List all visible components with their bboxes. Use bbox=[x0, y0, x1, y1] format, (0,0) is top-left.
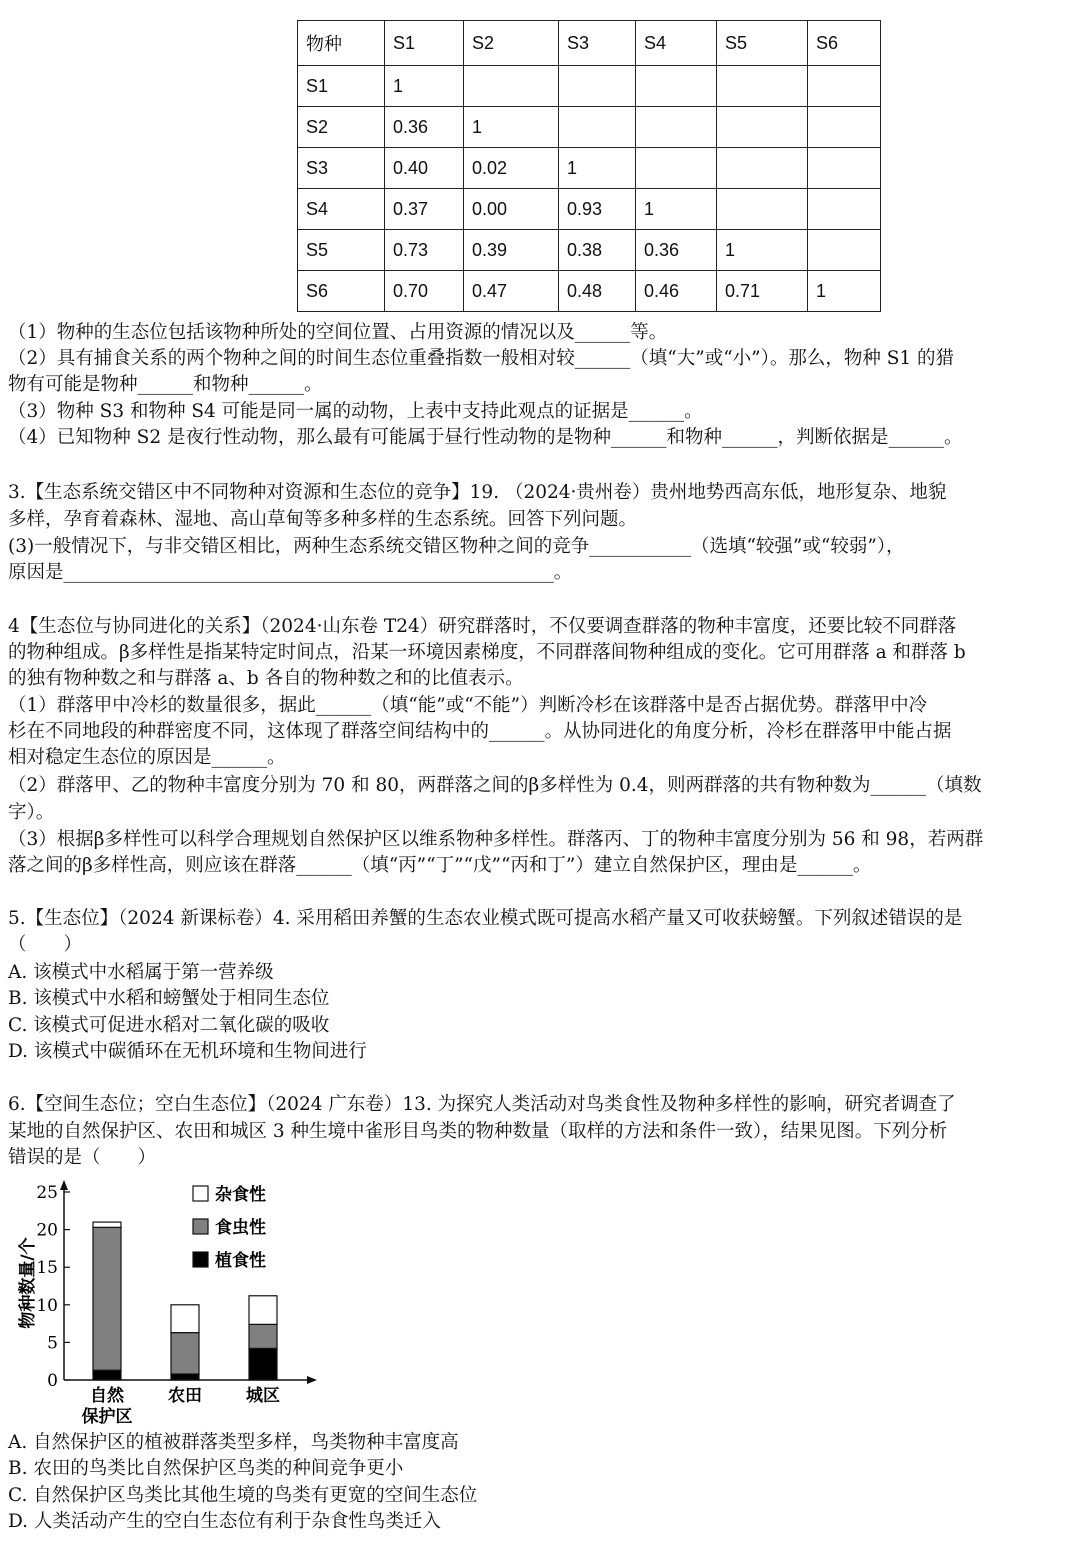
table-cell: S6 bbox=[298, 271, 385, 312]
table-cell: 1 bbox=[717, 230, 808, 271]
bird-species-stacked-bar-chart bbox=[0, 1168, 340, 1430]
question-line: （3）物种 S3 和物种 S4 可能是同一属的动物，上表中支持此观点的证据是______。 bbox=[8, 401, 703, 422]
q4-line: 落之间的β多样性高，则应该在群落______（填“丙”“丁”“戊”“丙和丁”）建立自然保护区，理由是______。 bbox=[8, 855, 872, 876]
table-cell bbox=[636, 107, 717, 148]
table-cell bbox=[559, 107, 636, 148]
table-cell bbox=[464, 66, 559, 107]
table-cell: S3 bbox=[298, 148, 385, 189]
x-category-label: 农田 bbox=[168, 1386, 202, 1406]
table-header-cell: S3 bbox=[559, 21, 636, 66]
q5-option: C. 该模式可促进水稻对二氧化碳的吸收 bbox=[8, 1015, 330, 1036]
x-category-label: 保护区 bbox=[81, 1407, 133, 1427]
table-cell: 0.38 bbox=[559, 230, 636, 271]
table-header-cell: S2 bbox=[464, 21, 559, 66]
bar-segment-食虫性 bbox=[171, 1333, 199, 1374]
table-cell bbox=[636, 148, 717, 189]
table-row bbox=[298, 230, 881, 271]
q6-line: 错误的是（ ） bbox=[8, 1147, 157, 1168]
table-row bbox=[298, 148, 881, 189]
q4-line: 4【生态位与协同进化的关系】（2024·山东卷 T24）研究群落时，不仅要调查群落的物种丰富度，还要比较不同群落 bbox=[8, 616, 957, 637]
x-category-label: 城区 bbox=[246, 1386, 280, 1406]
y-tick-label: 20 bbox=[36, 1220, 58, 1241]
table-cell: 0.71 bbox=[717, 271, 808, 312]
table-cell bbox=[559, 66, 636, 107]
table-cell: 0.37 bbox=[385, 189, 464, 230]
table-cell bbox=[808, 148, 881, 189]
q5-line: （ ） bbox=[8, 934, 83, 955]
y-tick-label: 25 bbox=[36, 1183, 58, 1203]
q3-line: 原因是_____________________________________________________。 bbox=[8, 562, 573, 583]
table-header-cell: S1 bbox=[385, 21, 464, 66]
bar-segment-食虫性 bbox=[93, 1227, 121, 1370]
table-cell bbox=[808, 66, 881, 107]
legend-label: 食虫性 bbox=[215, 1218, 266, 1238]
table-cell: S2 bbox=[298, 107, 385, 148]
q4-line: 杉在不同地段的种群密度不同，这体现了群落空间结构中的______。从协同进化的角度分析，冷杉在群落甲中能占据 bbox=[8, 721, 952, 742]
q5-option: B. 该模式中水稻和螃蟹处于相同生态位 bbox=[8, 988, 330, 1009]
q3-line: 3.【生态系统交错区中不同物种对资源和生态位的竞争】19. （2024·贵州卷）贵州地势西高东低，地形复杂、地貌 bbox=[8, 482, 947, 503]
q4-line: 的物种组成。β多样性是指某特定时间点，沿某一环境因素梯度，不同群落间物种组成的变化。它可用群落 a 和群落 b bbox=[8, 642, 966, 663]
y-axis-label: 物种数量/个 bbox=[18, 1237, 38, 1329]
question-line: （1）物种的生态位包括该物种所处的空间位置、占用资源的情况以及______等。 bbox=[8, 322, 668, 343]
table-cell: 0.36 bbox=[385, 107, 464, 148]
table-cell: 0.40 bbox=[385, 148, 464, 189]
table-row bbox=[298, 107, 881, 148]
table-cell bbox=[717, 148, 808, 189]
table-cell: 0.02 bbox=[464, 148, 559, 189]
legend-label: 植食性 bbox=[215, 1251, 266, 1271]
table-cell: 0.47 bbox=[464, 271, 559, 312]
y-axis-arrow-icon bbox=[60, 1180, 68, 1190]
x-axis-arrow-icon bbox=[307, 1376, 317, 1384]
q5-option: A. 该模式中水稻属于第一营养级 bbox=[8, 962, 274, 983]
table-cell: 0.00 bbox=[464, 189, 559, 230]
x-category-label: 自然 bbox=[90, 1386, 124, 1406]
question-line: （4）已知物种 S2 是夜行性动物，那么最有可能属于昼行性动物的是物种______和物种______，判断依据是______。 bbox=[8, 427, 963, 448]
table-row bbox=[298, 189, 881, 230]
bar-segment-食虫性 bbox=[249, 1324, 277, 1348]
y-tick-label: 5 bbox=[47, 1333, 58, 1354]
table-cell: 0.36 bbox=[636, 230, 717, 271]
table-cell: S4 bbox=[298, 189, 385, 230]
niche-overlap-table bbox=[297, 20, 881, 312]
q4-line: （1）群落甲中冷杉的数量很多，据此______（填“能”或“不能”）判断冷杉在该群落中是否占据优势。群落甲中冷 bbox=[8, 695, 928, 716]
q6-option: D. 人类活动产生的空白生态位有利于杂食性鸟类迁入 bbox=[8, 1511, 441, 1532]
table-cell: 1 bbox=[808, 271, 881, 312]
table-cell: 0.39 bbox=[464, 230, 559, 271]
table-header-row bbox=[298, 21, 881, 66]
q6-line: 某地的自然保护区、农田和城区 3 种生境中雀形目鸟类的物种数量（取样的方法和条件一致），结果见图。下列分析 bbox=[8, 1121, 948, 1142]
legend-label: 杂食性 bbox=[215, 1185, 266, 1205]
bar-segment-植食性 bbox=[249, 1348, 277, 1380]
table-cell: S5 bbox=[298, 230, 385, 271]
y-tick-label: 10 bbox=[36, 1295, 58, 1316]
bar-segment-植食性 bbox=[93, 1370, 121, 1380]
q4-line: （3）根据β多样性可以科学合理规划自然保护区以维系物种多样性。群落丙、丁的物种丰富度分别为 56 和 98，若两群 bbox=[8, 829, 984, 850]
table-header-cell: S4 bbox=[636, 21, 717, 66]
q3-line: (3)一般情况下，与非交错区相比，两种生态系统交错区物种之间的竞争___________（选填“较强”或“较弱”）， bbox=[8, 536, 905, 557]
table-cell: 0.70 bbox=[385, 271, 464, 312]
question-line: （2）具有捕食关系的两个物种之间的时间生态位重叠指数一般相对较______（填“大”或“小”）。那么，物种 S1 的猎 bbox=[8, 348, 955, 369]
bar-segment-杂食性 bbox=[249, 1296, 277, 1325]
q3-line: 多样，孕育着森林、湿地、高山草甸等多种多样的生态系统。回答下列问题。 bbox=[8, 509, 638, 530]
q5-line: 5.【生态位】（2024 新课标卷）4. 采用稻田养蟹的生态农业模式既可提高水稻产量又可收获螃蟹。下列叙述错误的是 bbox=[8, 908, 963, 929]
q6-line: 6.【空间生态位；空白生态位】（2024 广东卷）13. 为探究人类活动对鸟类食性及物种多样性的影响，研究者调查了 bbox=[8, 1094, 956, 1115]
y-tick-label: 0 bbox=[47, 1371, 58, 1391]
table-row bbox=[298, 271, 881, 312]
table-cell: 0.73 bbox=[385, 230, 464, 271]
q4-line: 相对稳定生态位的原因是______。 bbox=[8, 747, 286, 768]
q6-option: B. 农田的鸟类比自然保护区鸟类的种间竞争更小 bbox=[8, 1458, 404, 1479]
table-header-cell: 物种 bbox=[298, 21, 385, 66]
table-header-cell: S5 bbox=[717, 21, 808, 66]
y-tick-label: 15 bbox=[36, 1258, 58, 1279]
table-cell: 0.48 bbox=[559, 271, 636, 312]
table-cell bbox=[717, 66, 808, 107]
table-cell: 1 bbox=[464, 107, 559, 148]
question-line: 物有可能是物种______和物种______。 bbox=[8, 374, 323, 395]
table-header-cell: S6 bbox=[808, 21, 881, 66]
table-cell bbox=[808, 230, 881, 271]
table-cell bbox=[808, 107, 881, 148]
table-cell: S1 bbox=[298, 66, 385, 107]
legend-swatch bbox=[193, 1219, 208, 1234]
table-cell bbox=[636, 66, 717, 107]
q4-line: 字）。 bbox=[8, 802, 55, 823]
q4-line: （2）群落甲、乙的物种丰富度分别为 70 和 80，两群落之间的β多样性为 0.4，则两群落的共有物种数为______（填数 bbox=[8, 775, 982, 796]
legend-swatch bbox=[193, 1252, 208, 1267]
table-cell: 1 bbox=[636, 189, 717, 230]
q6-option: A. 自然保护区的植被群落类型多样，鸟类物种丰富度高 bbox=[8, 1432, 459, 1453]
table-cell bbox=[717, 189, 808, 230]
table-cell: 0.46 bbox=[636, 271, 717, 312]
q6-option: C. 自然保护区鸟类比其他生境的鸟类有更宽的空间生态位 bbox=[8, 1485, 478, 1506]
legend-swatch bbox=[193, 1186, 208, 1201]
bar-segment-杂食性 bbox=[93, 1222, 121, 1227]
bar-segment-杂食性 bbox=[171, 1305, 199, 1333]
table-cell: 1 bbox=[385, 66, 464, 107]
table-cell bbox=[717, 107, 808, 148]
bar-segment-植食性 bbox=[171, 1374, 199, 1380]
q5-option: D. 该模式中碳循环在无机环境和生物间进行 bbox=[8, 1041, 367, 1062]
table-cell bbox=[808, 189, 881, 230]
table-cell: 1 bbox=[559, 148, 636, 189]
table-cell: 0.93 bbox=[559, 189, 636, 230]
q4-line: 的独有物种数之和与群落 a、b 各自的物种数之和的比值表示。 bbox=[8, 668, 524, 689]
table-row bbox=[298, 66, 881, 107]
